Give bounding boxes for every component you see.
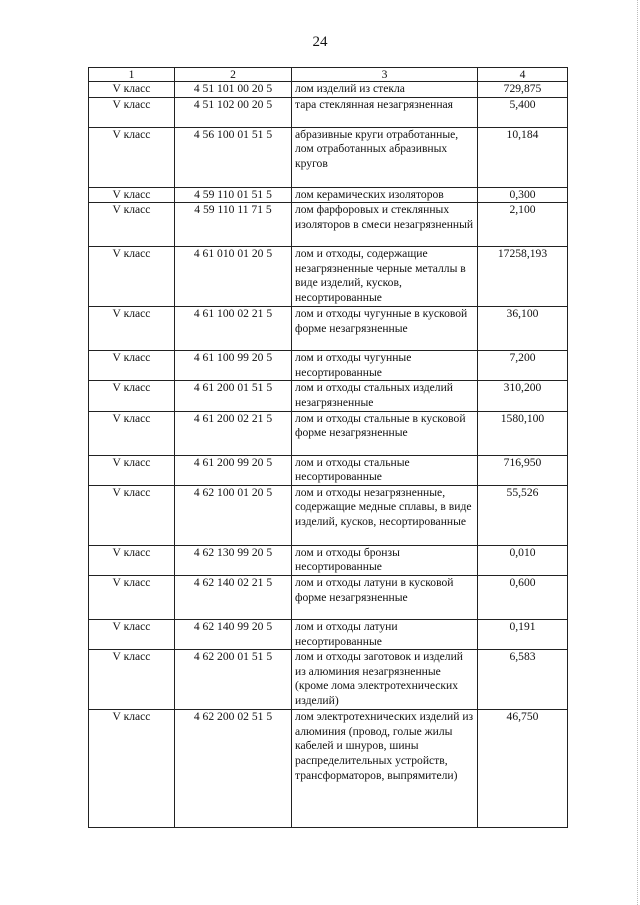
hazard-class-cell: V класс xyxy=(89,203,175,247)
waste-name-cell: лом и отходы чугунные несортированные xyxy=(292,351,478,381)
fkko-code-cell: 4 61 200 99 20 5 xyxy=(175,455,292,485)
quantity-cell: 2,100 xyxy=(478,203,568,247)
table-row xyxy=(89,97,568,127)
quantity-cell: 716,950 xyxy=(478,455,568,485)
table-row xyxy=(89,127,568,187)
hazard-class-cell: V класс xyxy=(89,710,175,828)
page-number: 24 xyxy=(312,34,328,50)
table-row xyxy=(89,307,568,351)
hazard-class-cell: V класс xyxy=(89,351,175,381)
fkko-code-cell: 4 61 100 02 21 5 xyxy=(175,307,292,351)
quantity-cell: 1580,100 xyxy=(478,411,568,455)
hazard-class-cell: V класс xyxy=(89,82,175,98)
table-row xyxy=(89,411,568,455)
waste-name-cell: лом и отходы стальные несортированные xyxy=(292,455,478,485)
hazard-class-cell: V класс xyxy=(89,650,175,710)
page-edge-line xyxy=(637,0,638,905)
fkko-code-cell: 4 62 200 01 51 5 xyxy=(175,650,292,710)
hazard-class-cell: V класс xyxy=(89,619,175,649)
table-row xyxy=(89,247,568,307)
fkko-code-cell: 4 51 102 00 20 5 xyxy=(175,97,292,127)
fkko-code-cell: 4 62 140 02 21 5 xyxy=(175,575,292,619)
waste-name-cell: лом и отходы латуни несортированные xyxy=(292,619,478,649)
waste-name-cell: лом и отходы заготовок и изделий из алюминия незагрязненные (кроме лома электротехнических изделий) xyxy=(292,650,478,710)
quantity-cell: 0,300 xyxy=(478,187,568,203)
table-row xyxy=(89,351,568,381)
waste-name-cell: лом и отходы стальных изделий незагрязненные xyxy=(292,381,478,411)
hazard-class-cell: V класс xyxy=(89,381,175,411)
table-body xyxy=(89,82,568,828)
fkko-code-cell: 4 51 101 00 20 5 xyxy=(175,82,292,98)
waste-table xyxy=(88,67,568,828)
waste-name-cell: лом и отходы стальные в кусковой форме незагрязненные xyxy=(292,411,478,455)
waste-name-cell: лом и отходы незагрязненные, содержащие медные сплавы, в виде изделий, кусков, несортированные xyxy=(292,485,478,545)
table-row xyxy=(89,710,568,828)
quantity-cell: 729,875 xyxy=(478,82,568,98)
table-row xyxy=(89,575,568,619)
table-row xyxy=(89,455,568,485)
quantity-cell: 0,191 xyxy=(478,619,568,649)
waste-name-cell: лом изделий из стекла xyxy=(292,82,478,98)
hazard-class-cell: V класс xyxy=(89,411,175,455)
waste-name-cell: лом и отходы, содержащие незагрязненные черные металлы в виде изделий, кусков, несортированные xyxy=(292,247,478,307)
hazard-class-cell: V класс xyxy=(89,545,175,575)
header-col-3: 3 xyxy=(292,68,478,82)
quantity-cell: 46,750 xyxy=(478,710,568,828)
waste-name-cell: лом и отходы чугунные в кусковой форме незагрязненные xyxy=(292,307,478,351)
fkko-code-cell: 4 61 010 01 20 5 xyxy=(175,247,292,307)
table-row xyxy=(89,187,568,203)
fkko-code-cell: 4 61 100 99 20 5 xyxy=(175,351,292,381)
waste-name-cell: лом и отходы бронзы несортированные xyxy=(292,545,478,575)
table-row xyxy=(89,82,568,98)
quantity-cell: 10,184 xyxy=(478,127,568,187)
fkko-code-cell: 4 61 200 01 51 5 xyxy=(175,381,292,411)
waste-name-cell: лом фарфоровых и стеклянных изоляторов в смеси незагрязненный xyxy=(292,203,478,247)
table-row xyxy=(89,619,568,649)
fkko-code-cell: 4 59 110 01 51 5 xyxy=(175,187,292,203)
header-col-2: 2 xyxy=(175,68,292,82)
quantity-cell: 6,583 xyxy=(478,650,568,710)
quantity-cell: 36,100 xyxy=(478,307,568,351)
header-row xyxy=(89,68,568,82)
table-row xyxy=(89,650,568,710)
quantity-cell: 310,200 xyxy=(478,381,568,411)
quantity-cell: 0,010 xyxy=(478,545,568,575)
fkko-code-cell: 4 61 200 02 21 5 xyxy=(175,411,292,455)
hazard-class-cell: V класс xyxy=(89,127,175,187)
fkko-code-cell: 4 62 140 99 20 5 xyxy=(175,619,292,649)
hazard-class-cell: V класс xyxy=(89,455,175,485)
quantity-cell: 55,526 xyxy=(478,485,568,545)
table-row xyxy=(89,485,568,545)
waste-name-cell: тара стеклянная незагрязненная xyxy=(292,97,478,127)
fkko-code-cell: 4 62 100 01 20 5 xyxy=(175,485,292,545)
hazard-class-cell: V класс xyxy=(89,97,175,127)
hazard-class-cell: V класс xyxy=(89,575,175,619)
hazard-class-cell: V класс xyxy=(89,485,175,545)
table-row xyxy=(89,203,568,247)
fkko-code-cell: 4 62 200 02 51 5 xyxy=(175,710,292,828)
fkko-code-cell: 4 62 130 99 20 5 xyxy=(175,545,292,575)
fkko-code-cell: 4 59 110 11 71 5 xyxy=(175,203,292,247)
header-col-4: 4 xyxy=(478,68,568,82)
quantity-cell: 7,200 xyxy=(478,351,568,381)
waste-name-cell: лом и отходы латуни в кусковой форме незагрязненные xyxy=(292,575,478,619)
quantity-cell: 17258,193 xyxy=(478,247,568,307)
waste-name-cell: абразивные круги отработанные, лом отработанных абразивных кругов xyxy=(292,127,478,187)
waste-name-cell: лом керамических изоляторов xyxy=(292,187,478,203)
hazard-class-cell: V класс xyxy=(89,307,175,351)
waste-name-cell: лом электротехнических изделий из алюминия (провод, голые жилы кабелей и шнуров, шины распределительных устройств, трансформаторов, выпрямители) xyxy=(292,710,478,828)
hazard-class-cell: V класс xyxy=(89,187,175,203)
quantity-cell: 5,400 xyxy=(478,97,568,127)
header-col-1: 1 xyxy=(89,68,175,82)
quantity-cell: 0,600 xyxy=(478,575,568,619)
fkko-code-cell: 4 56 100 01 51 5 xyxy=(175,127,292,187)
table-row xyxy=(89,381,568,411)
table-row xyxy=(89,545,568,575)
hazard-class-cell: V класс xyxy=(89,247,175,307)
